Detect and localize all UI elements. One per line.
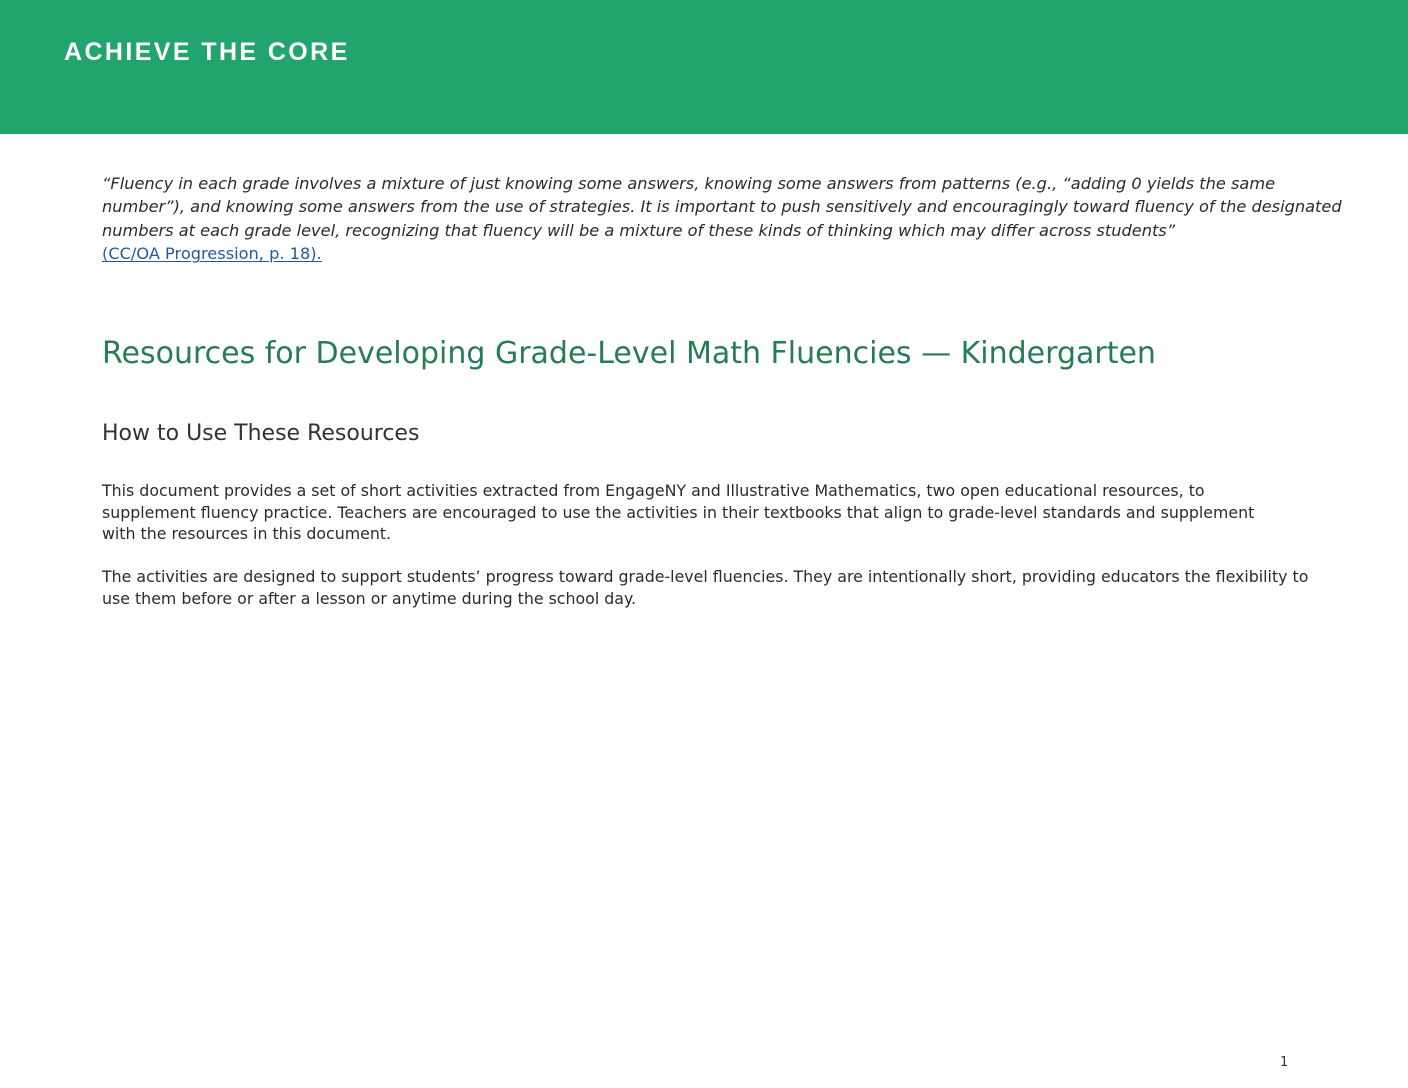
brand-logo-text: ACHIEVE THE CORE xyxy=(64,38,350,66)
quote-text: “Fluency in each grade involves a mixture of just knowing some answers, knowing some answers from patterns (e.g., “adding 0 yields the same number”), and knowing some answers from the use of strategies. It is important to push sensitively and encouragingly toward fluency of the designated numbers at each grade level, recognizing that fluency will be a mixture of these kinds of thinking which may differ across students” xyxy=(102,174,1342,240)
citation-link[interactable]: (CC/OA Progression, p. 18). xyxy=(102,244,322,264)
page-title: Resources for Developing Grade-Level Math Fluencies — Kindergarten xyxy=(102,336,1156,371)
header-band xyxy=(0,0,1408,134)
page-number: 1 xyxy=(1280,1055,1289,1070)
body-paragraph-1: This document provides a set of short activities extracted from EngageNY and Illustrative Mathematics, two open educational resources, to supplement fluency practice. Teachers are encouraged to use the activities in their textbooks that align to grade-level standards and supplement with the resources in this document. xyxy=(102,481,1255,543)
section-heading: How to Use These Resources xyxy=(102,421,420,446)
fluency-quote xyxy=(102,172,1348,266)
page-content xyxy=(102,172,1352,608)
body-paragraph-2: The activities are designed to support students’ progress toward grade-level fluencies. They are intentionally short, providing educators the flexibility to use them before or after a lesson or anytime during the school day. xyxy=(102,567,1309,608)
